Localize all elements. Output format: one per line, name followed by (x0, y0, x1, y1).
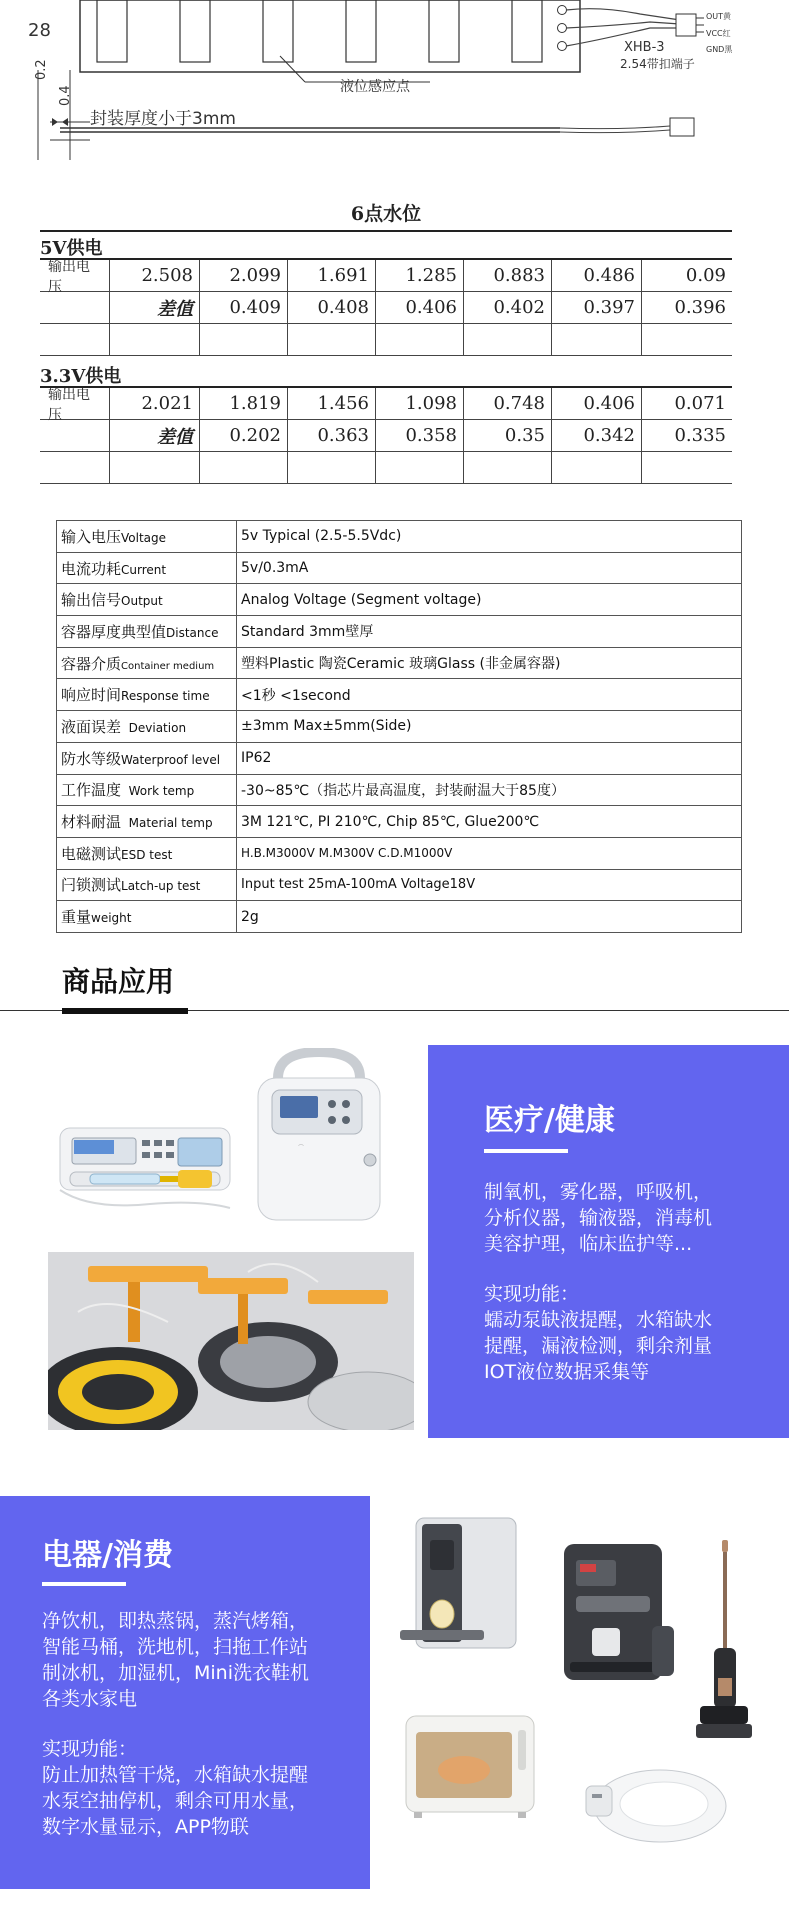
table-row (57, 901, 742, 933)
spec-value: IP62 (237, 742, 742, 774)
row-label-diff: 差值 (110, 292, 200, 323)
oxygen-concentrator-image (248, 1048, 390, 1224)
table-cell: 0.748 (464, 388, 552, 419)
sensor-drawing (0, 0, 789, 190)
table-cell: 1.691 (288, 260, 376, 291)
applications-heading: 商品应用 (62, 965, 175, 998)
spec-key-cn: 输出信号 (61, 591, 122, 610)
table-row (40, 324, 732, 356)
spec-value: 3M 121℃, PI 210℃, Chip 85℃, Glue200℃ (237, 806, 742, 838)
table-cell: 0.09 (685, 265, 726, 286)
row-label-output: 输出电压 (40, 388, 110, 419)
spec-value: Standard 3mm壁厚 (237, 616, 742, 648)
spec-value: Analog Voltage (Segment voltage) (237, 584, 742, 616)
table-row (57, 521, 742, 553)
spec-key-cn: 材料耐温 (61, 813, 122, 832)
medical-title-bar (484, 1149, 568, 1153)
spec-key-en: Material temp (121, 816, 213, 831)
table-row (40, 292, 732, 324)
row-label-output: 输出电压 (40, 260, 110, 291)
floor-washer-image (694, 1538, 754, 1744)
table-cell: 1.819 (200, 388, 288, 419)
spec-key-en: weight (91, 911, 132, 926)
spec-key-cn: 响应时间 (61, 686, 122, 705)
spec-key-cn: 重量 (61, 908, 92, 927)
water-dispenser-image (394, 1510, 524, 1658)
spec-key-en: Waterproof level (121, 752, 221, 767)
table-cell: 2.021 (110, 388, 200, 419)
spec-key-en: Container medium (121, 660, 215, 672)
appliance-title-bar (42, 1582, 126, 1586)
water-level-title: 6点水位 (40, 198, 732, 232)
table-cell: 0.363 (288, 420, 376, 451)
appliance-application-box (0, 1496, 370, 1889)
table-cell: 0.335 (674, 425, 726, 446)
spec-key-cn: 容器介质 (61, 654, 122, 673)
table-cell: 1.285 (376, 260, 464, 291)
spec-value: 2g (237, 901, 742, 933)
spec-key-en: Output (121, 594, 163, 609)
table-cell: 0.358 (376, 420, 464, 451)
page-number: 28 (28, 20, 51, 41)
water-level-table (40, 198, 732, 488)
spec-key-en: Current (121, 562, 167, 577)
medical-features-text: 实现功能： 蠕动泵缺液提醒，水箱缺水 提醒，漏液检测，剩余剂量 IOT液位数据采集等 (484, 1283, 713, 1383)
spec-value: -30~85℃（指芯片最高温度，封装耐温大于85度） (237, 774, 742, 806)
spec-key-en: Distance (166, 625, 219, 640)
package-thickness-note: 封装厚度小于3mm (90, 109, 236, 129)
spec-key-cn: 闩锁测试 (61, 876, 122, 895)
table-row (57, 616, 742, 648)
table-cell: 0.406 (552, 388, 642, 419)
spec-value: <1秒 <1second (237, 679, 742, 711)
spec-key-cn: 电磁测试 (61, 844, 122, 863)
pin-out-label: OUT黄 (706, 12, 732, 21)
spec-key-en: Response time (121, 689, 210, 704)
table-row (57, 552, 742, 584)
syringe-pump-image (50, 1110, 240, 1220)
spec-table (56, 520, 742, 933)
spec-key-cn: 容器厚度典型值 (61, 622, 167, 641)
table-cell: 0.396 (674, 297, 726, 318)
spec-value: 5v/0.3mA (237, 552, 742, 584)
row-label-diff: 差值 (110, 420, 200, 451)
spec-key-cn: 防水等级 (61, 749, 122, 768)
spec-key-cn: 工作温度 (61, 781, 122, 800)
table-cell: 1.456 (288, 388, 376, 419)
table-row (57, 742, 742, 774)
spec-value: 5v Typical (2.5-5.5Vdc) (237, 521, 742, 553)
table-cell: 0.486 (552, 260, 642, 291)
spec-key-cn: 电流功耗 (61, 559, 122, 578)
sensing-point-label: 液位感应点 (340, 79, 410, 95)
table-cell: 0.071 (674, 393, 726, 414)
medical-devices-text: 制氧机，雾化器，呼吸机， 分析仪器，输液器，消毒机 美容护理，临床监护等... (484, 1181, 713, 1255)
spec-key-en: Voltage (121, 530, 167, 545)
table-row (57, 869, 742, 901)
table-cell: 0.883 (464, 260, 552, 291)
table-cell: 0.409 (200, 292, 288, 323)
connector-label: XHB-3 (624, 40, 665, 55)
lab-analyzer-image (48, 1252, 414, 1430)
dimension-0-2: 0.2 (34, 59, 49, 80)
table-row (40, 386, 732, 423)
table-row (57, 774, 742, 806)
table-cell: 0.406 (376, 292, 464, 323)
grid-5v (40, 258, 732, 356)
spec-key-en: Work temp (121, 784, 195, 799)
steam-oven-image (400, 1710, 540, 1822)
smart-toilet-seat-image (580, 1752, 730, 1848)
table-cell: 2.508 (110, 260, 200, 291)
table-row (57, 837, 742, 869)
medical-title: 医疗/健康 (484, 1103, 615, 1138)
table-row (57, 647, 742, 679)
table-row (40, 420, 732, 452)
table-row (40, 452, 732, 484)
table-row (57, 584, 742, 616)
table-cell: 0.402 (464, 292, 552, 323)
table-cell: 0.342 (552, 420, 642, 451)
medical-application-box (428, 1045, 789, 1438)
connector-note: 2.54带扣端子 (620, 57, 695, 71)
svg-text:⌒: ⌒ (298, 1145, 305, 1152)
table-row (57, 711, 742, 743)
spec-value: 塑料Plastic 陶瓷Ceramic 玻璃Glass (非金属容器) (237, 647, 742, 679)
spec-key-cn: 输入电压 (61, 527, 122, 546)
appliance-features-text: 实现功能： 防止加热管干烧，水箱缺水提醒 水泵空抽停机，剩余可用水量， 数字水量显示，APP物联 (42, 1738, 309, 1838)
table-cell: 0.35 (464, 420, 552, 451)
table-cell: 0.202 (200, 420, 288, 451)
grid-3-3v (40, 386, 732, 484)
spec-key-en: Deviation (121, 720, 187, 735)
section-3-3v: 3.3V供电 (40, 366, 122, 387)
section-5v: 5V供电 (40, 238, 103, 259)
coffee-machine-image (556, 1536, 678, 1686)
spec-key-en: ESD test (121, 847, 173, 862)
table-row (57, 806, 742, 838)
table-cell: 2.099 (200, 260, 288, 291)
spec-key-en: Latch-up test (121, 879, 201, 894)
appliance-title: 电器/消费 (42, 1538, 173, 1573)
spec-key-cn: 液面误差 (61, 717, 122, 736)
table-row (40, 258, 732, 295)
table-cell: 1.098 (376, 388, 464, 419)
appliance-devices-text: 净饮机，即热蒸锅，蒸汽烤箱， 智能马桶，洗地机，扫拖工作站 制冰机，加湿机，Mini洗衣鞋机 各类水家电 (42, 1610, 309, 1710)
spec-value: Input test 25mA-100mA Voltage18V (237, 869, 742, 901)
pin-gnd-label: GND黑 (706, 45, 733, 54)
heading-underline (62, 1008, 188, 1014)
table-row (57, 679, 742, 711)
table-cell: 0.408 (288, 292, 376, 323)
spec-value: ±3mm Max±5mm(Side) (237, 711, 742, 743)
table-cell: 0.397 (552, 292, 642, 323)
pin-vcc-label: VCC红 (706, 29, 731, 38)
dimension-0-4: 0.4 (58, 85, 73, 106)
spec-value: H.B.M3000V M.M300V C.D.M1000V (237, 837, 742, 869)
